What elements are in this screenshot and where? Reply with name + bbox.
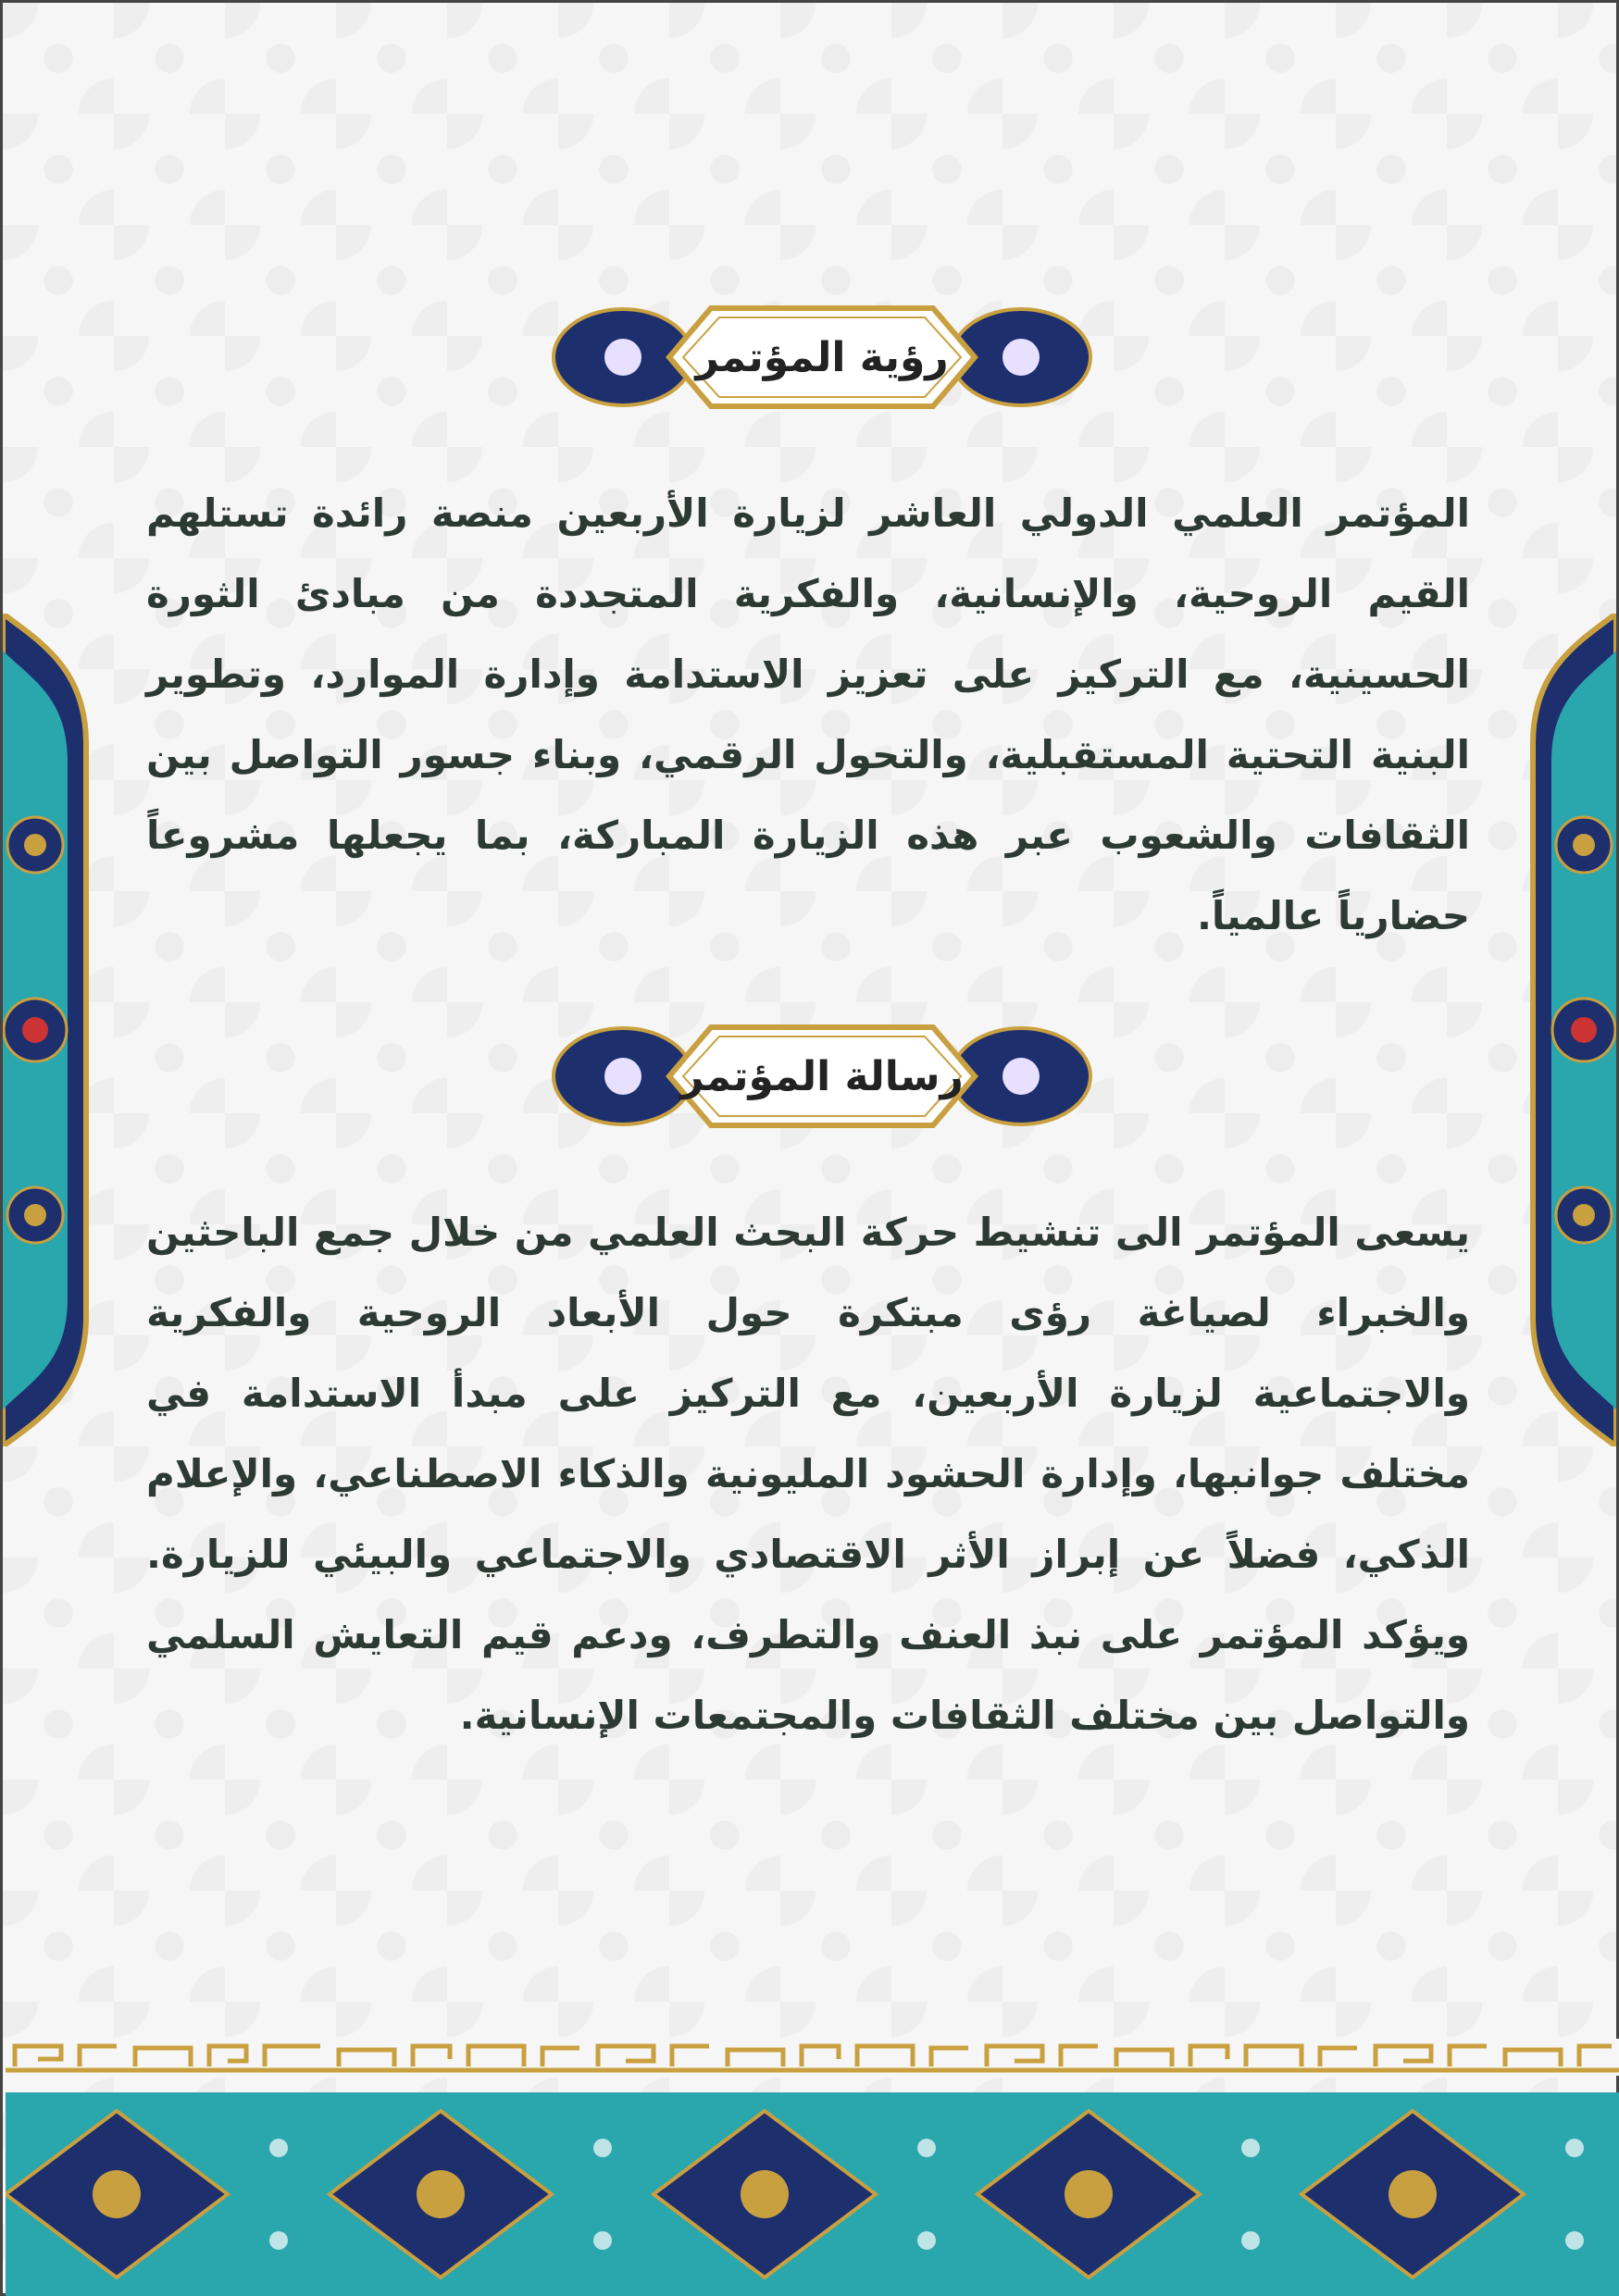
- vision-title: رؤية المؤتمر: [695, 333, 949, 381]
- left-ornament-panel: [3, 614, 95, 1446]
- mission-paragraph: يسعى المؤتمر الى تنشيط حركة البحث العلمي من خلال جمع الباحثين والخبراء لصياغة رؤى مبتكرة حول الأبعاد الروحية والفكرية والاجتماعية لزيارة الأربعين، مع التركيز على مبدأ الاستدامة في مختلف جوانبها، وإدارة الحشود المليونية والذكاء الاصطناعي، والإعلام الذكي، فضلاً عن إبراز الأثر الاقتصادي والاجتماعي والبيئي للزيارة. ويؤكد المؤتمر على نبذ العنف والتطرف، ودعم قيم التعايش السلمي والتواصل بين مختلف الثقافات والمجتمعات الإنسانية.: [146, 1210, 1470, 1738]
- mission-title: رسالة المؤتمر: [680, 1052, 964, 1100]
- right-ornament-panel: [1524, 614, 1616, 1446]
- footer-tile-band: [6, 2092, 1619, 2296]
- mission-title-badge: [549, 1016, 1095, 1136]
- vision-paragraph: المؤتمر العلمي الدولي العاشر لزيارة الأربعين منصة رائدة تستلهم القيم الروحية، والإنسانية، والفكرية المتجددة من مبادئ الثورة الحسينية، مع التركيز على تعزيز الاستدامة وإدارة الموارد، وتطوير البنية التحتية المستقبلية، والتحول الرقمي، وبناء جسور التواصل بين الثقافات والشعوب عبر هذه الزيارة المباركة، بما يجعلها مشروعاً حضارياً عالمياً.: [146, 490, 1470, 938]
- vision-title-badge: [549, 297, 1095, 417]
- footer-calligraphy-band: [6, 2039, 1619, 2076]
